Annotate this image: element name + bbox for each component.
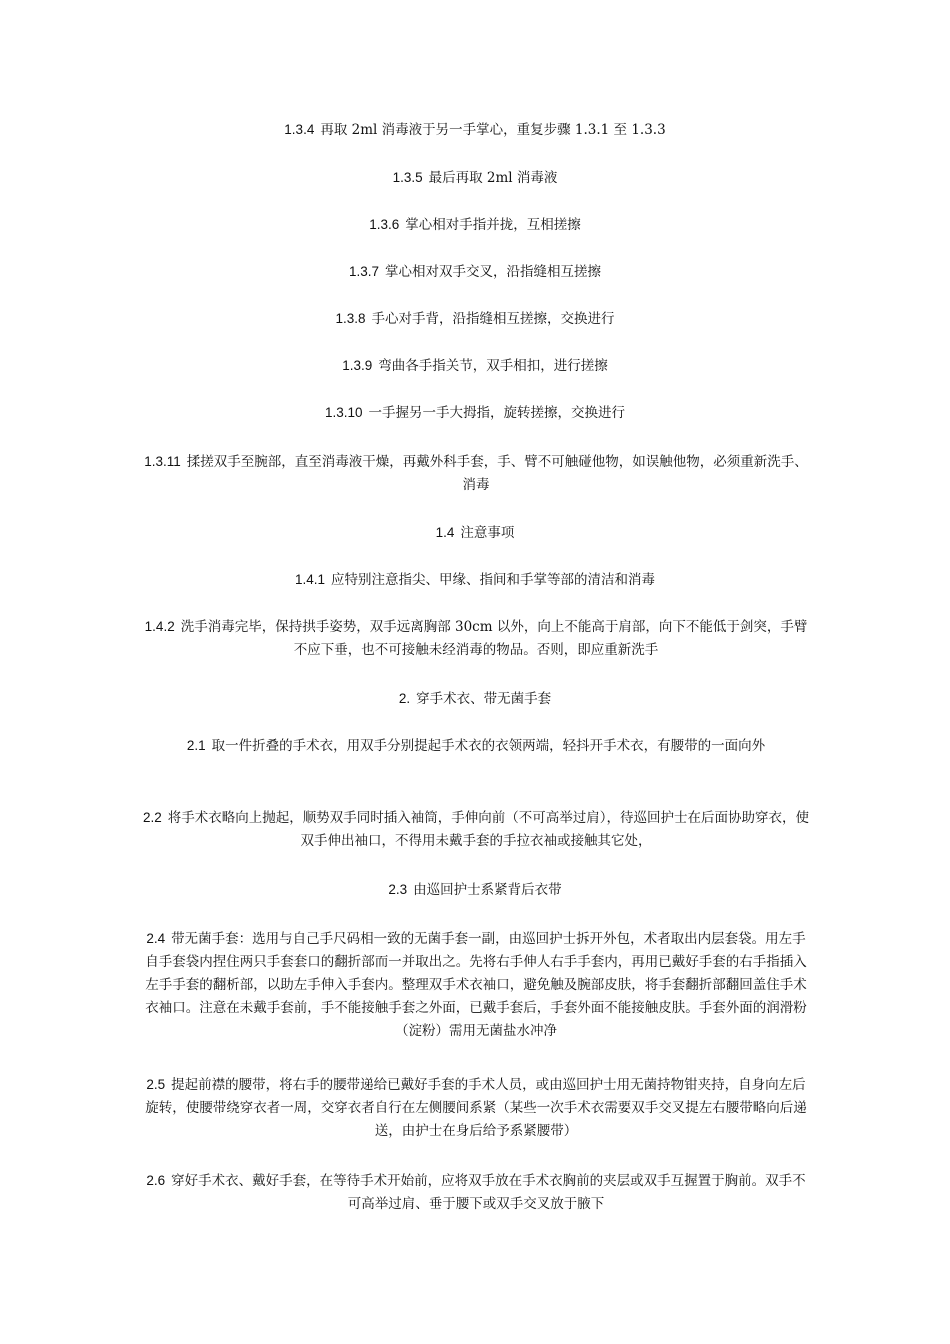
paragraph-number: 1.4 bbox=[435, 525, 455, 540]
section-heading-1-4 bbox=[0, 521, 950, 545]
paragraph-1-3-4 bbox=[0, 118, 950, 142]
paragraph-1-3-10 bbox=[0, 401, 950, 425]
paragraph-1-3-11 bbox=[142, 450, 810, 497]
paragraph-number: 2.2 bbox=[142, 810, 162, 825]
paragraph-text: 洗手消毒完毕，保持拱手姿势，双手远离胸部 30cm 以外，向上不能高于肩部，向下不能低于剑突，手臂不应下垂，也不可接触未经消毒的物品。否则，即应重新洗手 bbox=[180, 619, 808, 658]
paragraph-number: 1.3.7 bbox=[348, 264, 380, 279]
paragraph-text: 再取 2ml 消毒液于另一手掌心，重复步骤 1.3.1 至 1.3.3 bbox=[320, 122, 666, 138]
paragraph-2-6 bbox=[142, 1169, 810, 1216]
paragraph-number: 2.5 bbox=[146, 1077, 166, 1092]
paragraph-text: 注意事项 bbox=[460, 525, 515, 541]
paragraph-number: 1.4.1 bbox=[294, 572, 326, 587]
paragraph-number: 2.3 bbox=[388, 882, 408, 897]
paragraph-text: 掌心相对双手交叉，沿指缝相互搓擦 bbox=[385, 264, 602, 280]
paragraph-number: 2.4 bbox=[146, 931, 166, 946]
paragraph-text: 揉搓双手至腕部，直至消毒液干燥，再戴外科手套，手、臂不可触碰他物，如误触他物，必须重新洗手、消毒 bbox=[186, 454, 808, 493]
paragraph-2-2 bbox=[142, 806, 810, 853]
paragraph-text: 最后再取 2ml 消毒液 bbox=[428, 170, 558, 186]
paragraph-number: 1.3.9 bbox=[342, 358, 373, 373]
paragraph-1-4-2 bbox=[142, 615, 810, 662]
paragraph-1-3-8 bbox=[0, 307, 950, 331]
paragraph-number: 1.4.2 bbox=[144, 619, 175, 634]
paragraph-2-1 bbox=[142, 734, 810, 758]
paragraph-text: 弯曲各手指关节，双手相扣，进行搓擦 bbox=[378, 358, 608, 374]
paragraph-1-3-9 bbox=[0, 354, 950, 378]
paragraph-text: 将手术衣略向上抛起，顺势双手同时插入袖筒，手伸向前（不可高举过肩），待巡回护士在后面协助穿衣，使双手伸出袖口，不得用未戴手套的手拉衣袖或接触其它处， bbox=[167, 810, 810, 849]
paragraph-number: 1.3.4 bbox=[284, 122, 315, 137]
paragraph-text: 穿好手术衣、戴好手套，在等待手术开始前，应将双手放在手术衣胸前的夹层或双手互握置于胸前。双手不可高举过肩、垂于腰下或双手交叉放于腋下 bbox=[171, 1173, 806, 1212]
paragraph-text: 取一件折叠的手术衣，用双手分别提起手术衣的衣领两端，轻抖开手术衣，有腰带的一面向外 bbox=[211, 738, 766, 754]
paragraph-text: 由巡回护士系紧背后衣带 bbox=[413, 882, 562, 898]
paragraph-1-3-7 bbox=[0, 260, 950, 284]
paragraph-1-4-1 bbox=[0, 568, 950, 592]
paragraph-1-3-6 bbox=[0, 213, 950, 237]
paragraph-number: 1.3.10 bbox=[324, 405, 363, 420]
paragraph-text: 手心对手背，沿指缝相互搓擦，交换进行 bbox=[371, 311, 615, 327]
paragraph-text: 提起前襟的腰带，将右手的腰带递给已戴好手套的手术人员，或由巡回护士用无菌持物钳夹持，自身向左后旋转，使腰带绕穿衣者一周，交穿衣者自行在左侧腰间系紧（某些一次手术衣需要双手交叉提左右腰带略向后递送，由护士在身后给予系紧腰带） bbox=[145, 1077, 807, 1139]
paragraph-text: 一手握另一手大拇指，旋转搓擦，交换进行 bbox=[368, 405, 626, 421]
paragraph-2-5 bbox=[142, 1073, 810, 1143]
paragraph-text: 穿手术衣、带无菌手套 bbox=[416, 691, 552, 707]
paragraph-number: 1.3.11 bbox=[144, 454, 181, 469]
paragraph-text: 掌心相对手指并拢，互相搓擦 bbox=[405, 217, 581, 233]
paragraph-text: 带无菌手套：选用与自己手尺码相一致的无菌手套一副，由巡回护士拆开外包，术者取出内层套袋。用左手自手套袋内捏住两只手套套口的翻折部而一并取出之。先将右手伸人右手手套内，再用已戴好手套的右手指插入左手手套的翻析部，以助左手伸入手套内。整理双手术衣袖口，避免触及腕部皮肤，将手套翻折部翻回盖住手术衣袖口。注意在未戴手套前，手不能接触手套之外面，已戴手套后，手套外面不能接触皮肤。手套外面的润滑粉（淀粉）需用无菌盐水冲净 bbox=[145, 931, 807, 1039]
paragraph-number: 2.1 bbox=[186, 738, 206, 753]
paragraph-text: 应特别注意指尖、甲缘、指间和手掌等部的清洁和消毒 bbox=[331, 572, 656, 588]
section-heading-2 bbox=[0, 687, 950, 711]
paragraph-number: 2. bbox=[398, 691, 411, 706]
paragraph-number: 1.3.8 bbox=[335, 311, 366, 326]
paragraph-2-3 bbox=[0, 878, 950, 902]
paragraph-number: 1.3.6 bbox=[369, 217, 400, 232]
paragraph-number: 2.6 bbox=[146, 1173, 166, 1188]
paragraph-2-4 bbox=[142, 927, 810, 1043]
paragraph-number: 1.3.5 bbox=[392, 170, 423, 185]
paragraph-1-3-5 bbox=[0, 166, 950, 190]
